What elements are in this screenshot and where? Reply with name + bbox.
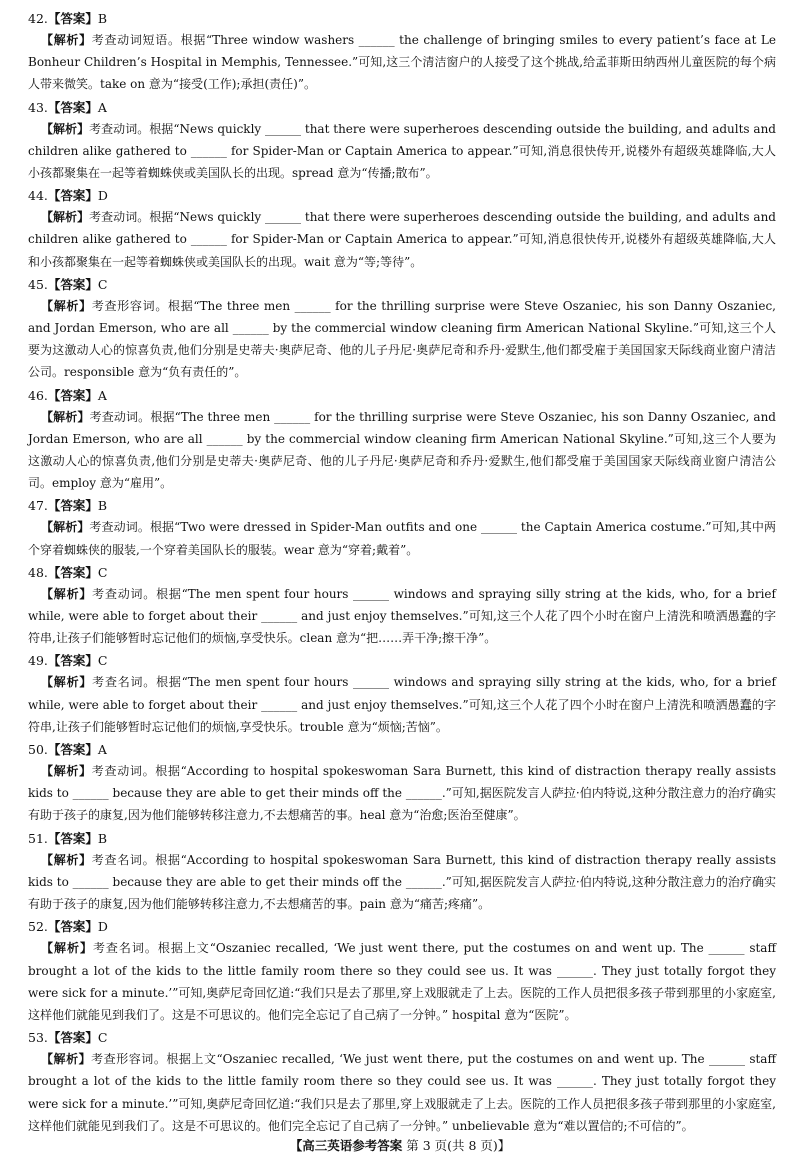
analysis-tag: 【解析】 [41,121,90,136]
analysis-paragraph [28,583,776,650]
analysis-text: 考查动词。根据“Two were dressed in Spider-Man outfits and one ______ the Captain America costume.”可知,其中两个穿着蜘蛛侠的服装,一个穿着美国队长的服装。wear 意为“穿着;戴着”。 [28,520,776,557]
analysis-text: 考查名词。根据“The men spent four hours ______ windows and spraying silly string at the kids, who, for a brief while, were able to forget about their ______ and just enjoy themselves.”可知,这三个人花了四个小时在窗户上清洗和喷洒愚蠢的字符串,让孩子们能够暂时忘记他们的烦恼,享受快乐。trouble 意为“烦恼;苦恼”。 [28,675,776,734]
question-number: 42. [28,11,48,26]
answer-choice: D [97,919,108,935]
question-number: 44. [28,188,48,204]
footer-title: 【高三英语参考答案 [289,1138,403,1153]
question-number: 51. [28,830,48,846]
analysis-text: 考查动词。根据“The men spent four hours ______ windows and spraying silly string at the kids, who, for a brief while, were able to forget about their ______ and just enjoy themselves.”可知,这三个人花了四个小时在窗户上清洗和喷洒愚蠢的字符串,让孩子们能够暂时忘记他们的烦恼,享受快乐。clean 意为“把……弄干净;擦干净”。 [28,586,776,646]
answer-tag: 【答案】 [47,498,98,514]
analysis-paragraph [28,849,776,916]
answer-line [28,185,776,206]
analysis-tag: 【解析】 [41,1052,92,1067]
answer-line [28,828,776,849]
answer-entry [28,828,776,916]
answer-tag: 【答案】 [47,742,98,758]
answer-choice: C [97,276,108,292]
answer-entry [28,97,776,185]
analysis-tag: 【解析】 [41,520,90,535]
answer-line [28,8,776,29]
analysis-paragraph [28,295,776,384]
analysis-text: 考查动词。根据“News quickly ______ that there were superheroes descending outside the building, and adults and children alike gathered to ______ for Spider-Man or Captain America to appear.”可知,消息很快传开,说楼外有超级英雄降临,大人和小孩都聚集在一起等着蜘蛛侠或美国队长的出现。wait 意为“等;等待”。 [28,210,776,269]
analysis-tag: 【解析】 [41,764,92,779]
answer-entries [28,8,776,1138]
question-number: 52. [28,919,48,935]
analysis-tag: 【解析】 [41,298,92,313]
analysis-tag: 【解析】 [41,33,92,47]
answer-line [28,385,776,406]
analysis-paragraph [28,671,776,738]
answer-line [28,650,776,671]
answer-choice: C [97,653,108,669]
answer-choice: A [97,387,107,403]
answer-tag: 【答案】 [47,564,98,580]
analysis-text: 考查动词。根据“The three men ______ for the thrilling surprise were Steve Oszaniec, his son Danny Oszaniec, and Jordan Emerson, who are all ______ by the commercial window cleaning firm American National Skyline.”可知,这三个人要为这激动人心的惊喜负责,他们分别是史蒂夫·奥萨尼奇、他的儿子丹尼·奥萨尼奇和乔丹·爱默生,他们都受雇于美国国家天际线商业窗户清洁公司。employ 意为“雇用”。 [28,409,776,491]
answer-entry [28,8,776,96]
question-number: 50. [28,742,48,758]
question-number: 49. [28,653,48,669]
answer-tag: 【答案】 [47,1030,98,1046]
question-number: 53. [28,1030,48,1046]
answer-choice: B [97,11,108,26]
analysis-paragraph [28,406,776,495]
analysis-text: 考查动词。根据“According to hospital spokeswoman Sara Burnett, this kind of distraction therapy really assists kids to ______ because they are able to get their minds off the ______.”可知,据医院发言人萨拉·伯内特说,这种分散注意力的治疗确实有助于孩子的康复,因为他们能够转移注意力,不去想痛苦的事。heal 意为“治愈;医治至健康”。 [28,764,776,823]
answer-line [28,916,776,937]
answer-entry [28,495,776,560]
answer-line [28,562,776,583]
analysis-paragraph [28,516,776,560]
answer-entry [28,185,776,273]
answer-entry [28,739,776,827]
answer-entry [28,1027,776,1137]
answer-tag: 【答案】 [47,830,98,846]
answer-tag: 【答案】 [47,653,98,669]
answer-choice: A [97,99,107,115]
answer-tag: 【答案】 [47,387,98,403]
question-number: 48. [28,564,48,580]
answer-line [28,739,776,760]
answer-choice: B [97,830,108,846]
analysis-paragraph [28,937,776,1026]
answer-choice: A [97,742,107,758]
answer-tag: 【答案】 [47,11,98,26]
analysis-tag: 【解析】 [41,409,90,424]
analysis-text: 考查名词。根据“According to hospital spokeswoman Sara Burnett, this kind of distraction therapy really assists kids to ______ because they are able to get their minds off the ______.”可知,据医院发言人萨拉·伯内特说,这种分散注意力的治疗确实有助于孩子的康复,因为他们能够转移注意力,不去想痛苦的事。pain 意为“痛苦;疼痛”。 [28,852,776,912]
answer-entry [28,916,776,1026]
answer-line [28,97,776,118]
footer-page-number: 第 3 页(共 8 页)】 [406,1138,511,1153]
question-number: 43. [28,99,48,115]
answer-choice: C [97,564,108,580]
analysis-tag: 【解析】 [41,941,93,956]
question-number: 45. [28,276,48,292]
answer-entry [28,562,776,650]
analysis-paragraph [28,206,776,273]
answer-tag: 【答案】 [47,188,98,204]
page-footer [0,1136,800,1154]
analysis-tag: 【解析】 [41,210,90,225]
answer-choice: D [97,188,108,204]
analysis-paragraph [28,760,776,827]
analysis-text: 考查名词。根据上文“Oszaniec recalled, ‘We just went there, put the costumes on and went up. The ______ staff brought a lot of the kids to the little family room there so they could see us. It was ______. They just totally forgot they were sick for a minute.’”可知,奥萨尼奇回忆道:“我们只是去了那里,穿上戏服就走了上去。医院的工作人员把很多孩子带到那里的小家庭室,这样他们就能见到我们了。这是不可思议的。他们完全忘记了自己病了一分钟。” hospital 意为“医院”。 [28,941,777,1022]
analysis-text: 考查动词短语。根据“Three window washers ______ the challenge of bringing smiles to every patient’s face at Le Bonheur Children’s Hospital in Memphis, Tennessee.”可知,这三个清洁窗户的人接受了这个挑战,给孟菲斯田纳西州儿童医院的每个病人带来微笑。take on 意为“接受(工作);承担(责任)”。 [28,33,776,92]
analysis-paragraph [28,118,776,185]
answer-tag: 【答案】 [47,276,98,292]
answer-entry [28,650,776,738]
question-number: 47. [28,498,48,514]
analysis-text: 考查动词。根据“News quickly ______ that there were superheroes descending outside the building, and adults and children alike gathered to ______ for Spider-Man or Captain America to appear.”可知,消息很快传开,说楼外有超级英雄降临,大人小孩都聚集在一起等着蜘蛛侠或美国队长的出现。spread 意为“传播;散布”。 [28,121,776,181]
analysis-tag: 【解析】 [41,586,93,601]
analysis-text: 考查形容词。根据“The three men ______ for the thrilling surprise were Steve Oszaniec, his son Danny Oszaniec, and Jordan Emerson, who are all ______ by the commercial window cleaning firm American National Skyline.”可知,这三个人要为这激动人心的惊喜负责,他们分别是史蒂夫·奥萨尼奇、他的儿子丹尼·奥萨尼奇和乔丹·爱默生,他们都受雇于美国国家天际线商业窗户清洁公司。responsible 意为“负有责任的”。 [28,298,776,380]
answer-line [28,274,776,295]
answer-entry [28,274,776,384]
answer-line [28,495,776,516]
analysis-text: 考查形容词。根据上文“Oszaniec recalled, ‘We just went there, put the costumes on and went up. The ______ staff brought a lot of the kids to the little family room there so they could see us. It was ______. They just totally forgot they were sick for a minute.’”可知,奥萨尼奇回忆道:“我们只是去了那里,穿上戏服就走了上去。医院的工作人员把很多孩子带到那里的小家庭室,这样他们就能见到我们了。这是不可思议的。他们完全忘记了自己病了一分钟。” unbelievable 意为“难以置信的;不可信的”。 [28,1052,777,1133]
analysis-tag: 【解析】 [41,675,93,690]
answer-choice: C [97,1030,108,1046]
analysis-paragraph [28,1048,776,1137]
answer-tag: 【答案】 [47,919,98,935]
answer-line [28,1027,776,1048]
answer-choice: B [97,498,108,514]
answer-entry [28,385,776,495]
answer-tag: 【答案】 [47,99,98,115]
question-number: 46. [28,387,48,403]
analysis-tag: 【解析】 [41,852,92,867]
analysis-paragraph [28,29,776,96]
